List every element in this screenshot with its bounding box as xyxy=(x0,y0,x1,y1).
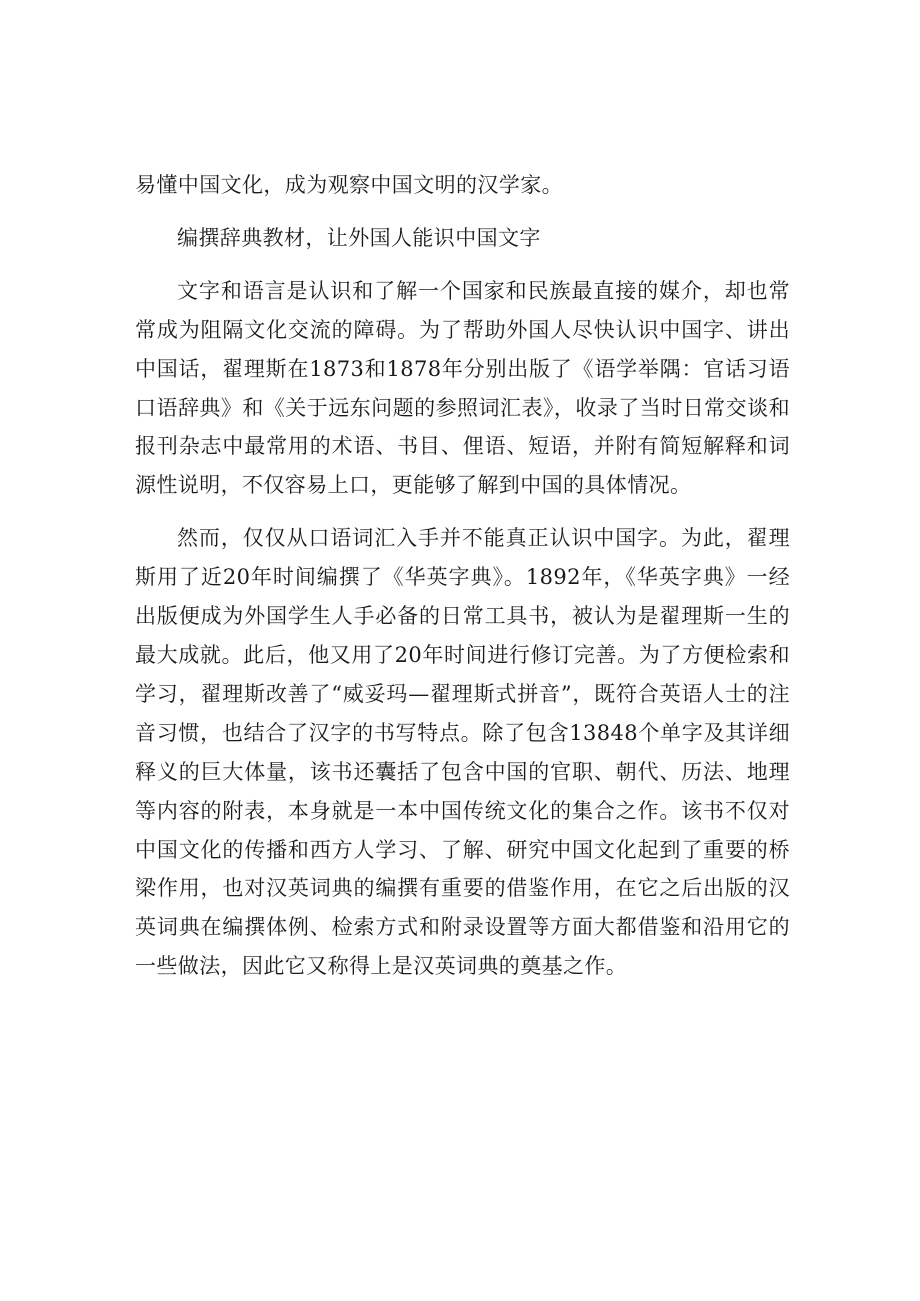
document-page xyxy=(135,166,790,986)
section-heading: 编撰辞典教材，让外国人能识中国文字 xyxy=(177,225,541,250)
paragraph-continued: 易懂中国文化，成为观察中国文明的汉学家。 xyxy=(135,173,563,197)
paragraph-dictionary: 然而，仅仅从口语词汇入手并不能真正认识中国字。为此，翟理斯用了近20年时间编撰了《华英字典》。1892年，《华英字典》一经出版便成为外国学生人手必备的日常工具书，被认为是翟理斯一生的最大成就。此后，他又用了20年时间进行修订完善。为了方便检索和学习，翟理斯改善了“威妥玛—翟理斯式拼音”，既符合英语人士的注音习惯，也结合了汉字的书写特点。除了包含13848个单字及其详细释义的巨大体量，该书还囊括了包含中国的官职、朝代、历法、地理等内容的附表，本身就是一本中国传统文化的集合之作。该书不仅对中国文化的传播和西方人学习、了解、研究中国文化起到了重要的桥梁作用，也对汉英词典的编撰有重要的借鉴作用，在它之后出版的汉英词典在编撰体例、检索方式和附录设置等方面大都借鉴和沿用它的一些做法，因此它又称得上是汉英词典的奠基之作。 xyxy=(135,526,790,979)
paragraph-language-media: 文字和语言是认识和了解一个国家和民族最直接的媒介，却也常常成为阻隔文化交流的障碍。为了帮助外国人尽快认识中国字、讲出中国话，翟理斯在1873和1878年分别出版了《语学举隅：官话习语口语辞典》和《关于远东问题的参照词汇表》，收录了当时日常交谈和报刊杂志中最常用的术语、书目、俚语、短语，并附有简短解释和词源性说明，不仅容易上口，更能够了解到中国的具体情况。 xyxy=(135,278,790,498)
